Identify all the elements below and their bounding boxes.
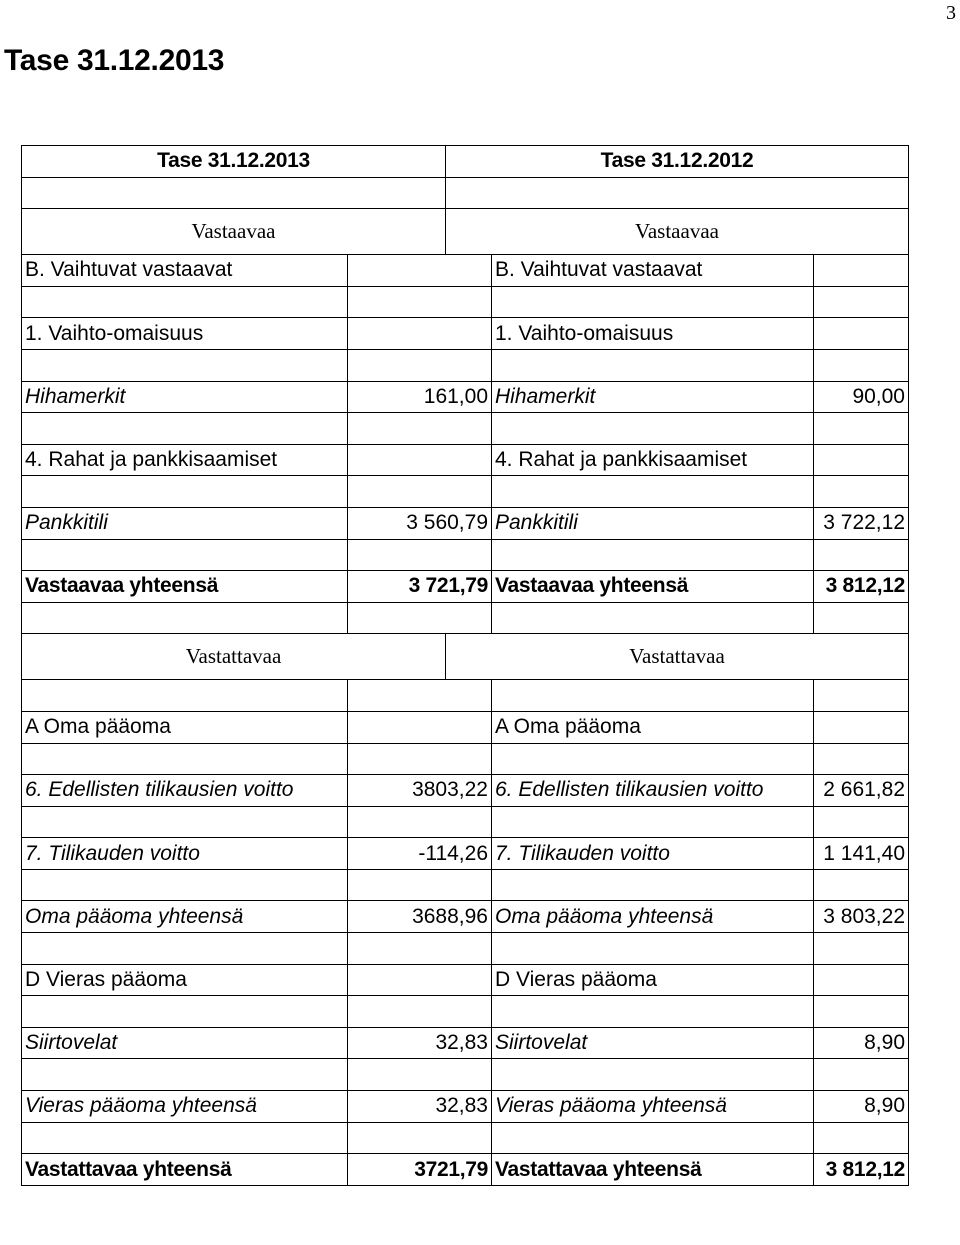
accruals-value-left: 32,83 <box>348 1027 492 1059</box>
table-row <box>22 444 909 476</box>
assets-total-label-left: Vastaavaa yhteensä <box>22 571 348 603</box>
table-row <box>22 381 909 413</box>
retained-label-left: 6. Edellisten tilikausien voitto <box>22 775 348 807</box>
current-assets-right: B. Vaihtuvat vastaavat <box>492 255 814 287</box>
accruals-label-right: Siirtovelat <box>492 1027 814 1059</box>
current-assets-left: B. Vaihtuvat vastaavat <box>22 255 348 287</box>
badges-value-left: 161,00 <box>348 381 492 413</box>
table-row <box>22 507 909 539</box>
period-profit-value-left: -114,26 <box>348 838 492 870</box>
badges-value-right: 90,00 <box>814 381 909 413</box>
table-row <box>22 349 909 381</box>
document-title: Tase 31.12.2013 <box>4 44 225 77</box>
assets-total-value-left: 3 721,79 <box>348 571 492 603</box>
table-row <box>22 743 909 775</box>
table-row <box>22 476 909 508</box>
debt-total-value-left: 32,83 <box>348 1091 492 1123</box>
equity-right: A Oma pääoma <box>492 711 814 743</box>
table-row <box>22 933 909 965</box>
assets-total-value-right: 3 812,12 <box>814 571 909 603</box>
period-profit-label-left: 7. Tilikauden voitto <box>22 838 348 870</box>
debt-right: D Vieras pääoma <box>492 964 814 996</box>
debt-left: D Vieras pääoma <box>22 964 348 996</box>
header-left: Tase 31.12.2013 <box>22 146 446 178</box>
cash-left: 4. Rahat ja pankkisaamiset <box>22 444 348 476</box>
table-row <box>22 571 909 603</box>
bank-label-left: Pankkitili <box>22 507 348 539</box>
liabilities-total-value-right: 3 812,12 <box>814 1154 909 1186</box>
badges-label-right: Hihamerkit <box>492 381 814 413</box>
table-row <box>22 806 909 838</box>
table-row <box>22 602 909 634</box>
accruals-label-left: Siirtovelat <box>22 1027 348 1059</box>
bank-value-right: 3 722,12 <box>814 507 909 539</box>
cash-right: 4. Rahat ja pankkisaamiset <box>492 444 814 476</box>
liabilities-heading-right: Vastattavaa <box>446 634 909 680</box>
table-row <box>22 634 909 680</box>
equity-total-value-left: 3688,96 <box>348 901 492 933</box>
bank-value-left: 3 560,79 <box>348 507 492 539</box>
period-profit-label-right: 7. Tilikauden voitto <box>492 838 814 870</box>
debt-total-value-right: 8,90 <box>814 1091 909 1123</box>
retained-label-right: 6. Edellisten tilikausien voitto <box>492 775 814 807</box>
table-row <box>22 286 909 318</box>
table-row <box>22 177 909 209</box>
retained-value-right: 2 661,82 <box>814 775 909 807</box>
inventory-right: 1. Vaihto-omaisuus <box>492 318 814 350</box>
debt-total-label-left: Vieras pääoma yhteensä <box>22 1091 348 1123</box>
table-row <box>22 318 909 350</box>
table-row <box>22 901 909 933</box>
equity-left: A Oma pääoma <box>22 711 348 743</box>
retained-value-left: 3803,22 <box>348 775 492 807</box>
page-number: 3 <box>946 2 956 24</box>
debt-total-label-right: Vieras pääoma yhteensä <box>492 1091 814 1123</box>
equity-total-value-right: 3 803,22 <box>814 901 909 933</box>
bank-label-right: Pankkitili <box>492 507 814 539</box>
table-row <box>22 1154 909 1186</box>
table-row <box>22 1091 909 1123</box>
liabilities-total-value-left: 3721,79 <box>348 1154 492 1186</box>
equity-total-label-left: Oma pääoma yhteensä <box>22 901 348 933</box>
table-row <box>22 1122 909 1154</box>
table-row <box>22 711 909 743</box>
liabilities-total-label-right: Vastattavaa yhteensä <box>492 1154 814 1186</box>
table-row <box>22 838 909 870</box>
accruals-value-right: 8,90 <box>814 1027 909 1059</box>
table-row <box>22 146 909 178</box>
table-row <box>22 680 909 712</box>
assets-total-label-right: Vastaavaa yhteensä <box>492 571 814 603</box>
table-row <box>22 869 909 901</box>
table-row <box>22 209 909 255</box>
assets-heading-left: Vastaavaa <box>22 209 446 255</box>
table-row <box>22 964 909 996</box>
table-row <box>22 1027 909 1059</box>
period-profit-value-right: 1 141,40 <box>814 838 909 870</box>
table-row <box>22 1059 909 1091</box>
table-row <box>22 775 909 807</box>
table-row <box>22 413 909 445</box>
balance-sheet-table <box>21 145 909 1186</box>
equity-total-label-right: Oma pääoma yhteensä <box>492 901 814 933</box>
table-row <box>22 255 909 287</box>
badges-label-left: Hihamerkit <box>22 381 348 413</box>
assets-heading-right: Vastaavaa <box>446 209 909 255</box>
header-right: Tase 31.12.2012 <box>446 146 909 178</box>
table-row <box>22 996 909 1028</box>
table-row <box>22 539 909 571</box>
liabilities-total-label-left: Vastattavaa yhteensä <box>22 1154 348 1186</box>
inventory-left: 1. Vaihto-omaisuus <box>22 318 348 350</box>
liabilities-heading-left: Vastattavaa <box>22 634 446 680</box>
